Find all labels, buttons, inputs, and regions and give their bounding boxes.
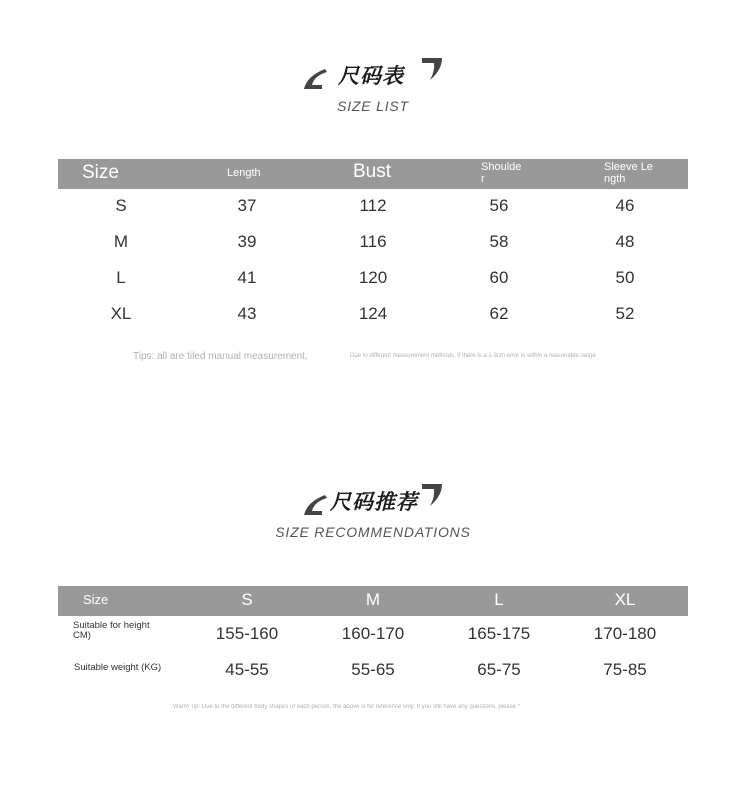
header-shoulder: Shoulder <box>481 161 522 185</box>
header-size: Size <box>83 592 109 607</box>
cell-size: L <box>116 268 126 287</box>
size-recommendations-title-en: SIZE RECOMMENDATIONS <box>275 524 471 540</box>
cell-sleeve: 46 <box>615 196 635 215</box>
header-length: Length <box>227 167 261 179</box>
cell-length: 39 <box>237 232 257 251</box>
right-bracket-icon <box>420 482 446 508</box>
cell-length: 37 <box>237 196 257 215</box>
warm-tip: Warm Tip: Due to the different body shapes of each person, the above is for reference only. If you still have any questions, please * <box>173 704 521 710</box>
cell-size: S <box>115 196 127 215</box>
row-label-weight: Suitable weight (KG) <box>74 662 162 673</box>
tip-left: Tips: all are tiled manual measurement, <box>133 351 308 362</box>
header-xl: XL <box>614 590 636 609</box>
size-list-title-cn: 尺码表 <box>338 64 404 88</box>
size-list-header <box>58 159 688 189</box>
cell-xl: 75-85 <box>603 660 647 679</box>
header-sleeve-length: Sleeve Length <box>604 161 653 185</box>
size-recommendations-title-cn: 尺码推荐 <box>330 490 418 514</box>
cell-bust: 124 <box>358 304 388 323</box>
cell-length: 41 <box>237 268 257 287</box>
tip-right: Due to different measurement methods, if there is a 1-3cm error is within a reasonable range <box>350 353 596 359</box>
size-recommendations-header <box>58 586 688 616</box>
cell-sleeve: 50 <box>615 268 635 287</box>
cell-shoulder: 58 <box>489 232 509 251</box>
cell-s: 45-55 <box>225 660 269 679</box>
cell-bust: 116 <box>359 232 387 251</box>
cell-xl: 170-180 <box>593 624 657 643</box>
cell-bust: 120 <box>358 268 388 287</box>
cell-sleeve: 52 <box>615 304 635 323</box>
cell-bust: 112 <box>359 196 387 215</box>
cell-shoulder: 62 <box>489 304 509 323</box>
cell-length: 43 <box>237 304 257 323</box>
cell-shoulder: 56 <box>489 196 509 215</box>
size-list-title-en: SIZE LIST <box>337 98 409 114</box>
right-bracket-icon <box>420 56 446 82</box>
cell-s: 155-160 <box>215 624 279 643</box>
cell-sleeve: 48 <box>615 232 635 251</box>
header-s: S <box>241 590 253 609</box>
cell-l: 165-175 <box>467 624 531 643</box>
cell-m: 160-170 <box>341 624 405 643</box>
cell-shoulder: 60 <box>489 268 509 287</box>
header-bust: Bust <box>353 161 392 182</box>
row-label-height: Suitable for height CM) <box>73 620 150 641</box>
cell-size: M <box>113 232 129 251</box>
header-m: M <box>365 590 381 609</box>
left-bracket-icon <box>301 492 331 518</box>
cell-size: XL <box>110 304 132 323</box>
header-size: Size <box>82 162 119 183</box>
cell-l: 65-75 <box>477 660 521 679</box>
left-bracket-icon <box>301 66 331 92</box>
cell-m: 55-65 <box>351 660 395 679</box>
header-l: L <box>494 590 504 609</box>
